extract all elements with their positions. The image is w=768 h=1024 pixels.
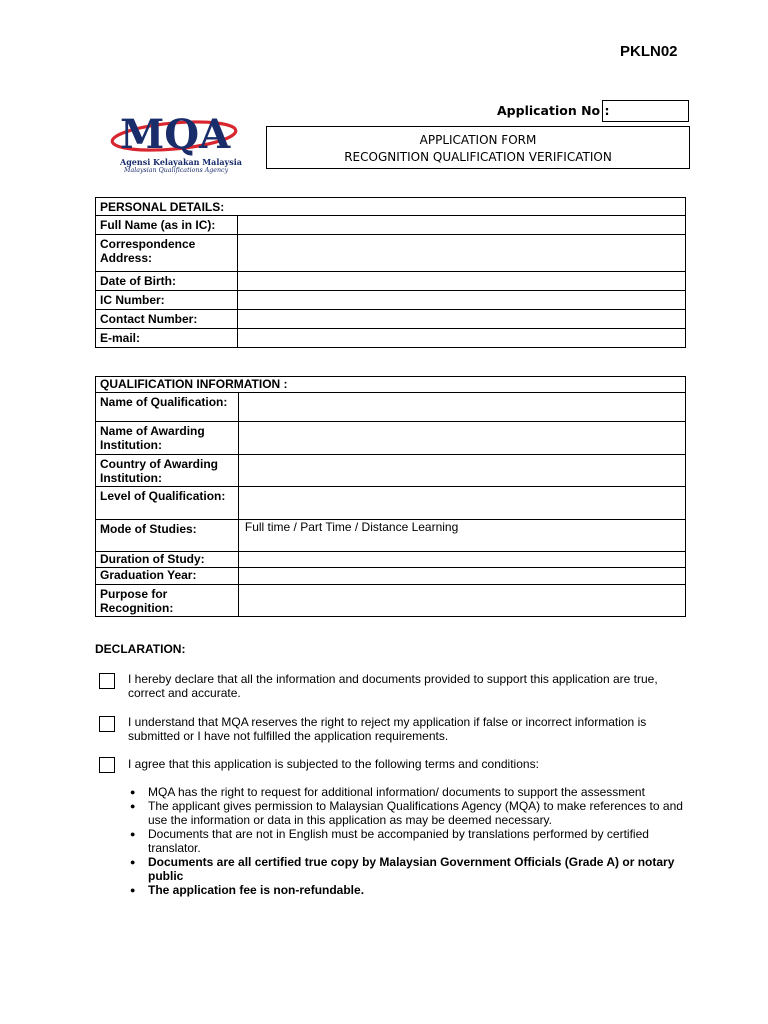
date-of-birth-field[interactable] (237, 272, 685, 291)
email-label: E-mail: (96, 329, 238, 348)
mode-of-studies-field[interactable]: Full time / Part Time / Distance Learning (238, 520, 685, 552)
form-subtitle: RECOGNITION QUALIFICATION VERIFICATION (344, 150, 612, 164)
qualification-info-table (95, 376, 686, 617)
declaration-checkbox-3[interactable] (99, 757, 115, 773)
personal-details-table (95, 197, 686, 348)
form-title: APPLICATION FORM (419, 133, 537, 147)
bullet-icon: ● (130, 801, 136, 811)
ic-number-label: IC Number: (96, 291, 238, 310)
bullet-icon: ● (130, 885, 136, 895)
awarding-institution-label: Name of Awarding Institution: (96, 422, 239, 455)
declaration-checkbox-1[interactable] (99, 673, 115, 689)
duration-of-study-label: Duration of Study: (96, 552, 239, 568)
contact-number-field[interactable] (237, 310, 685, 329)
mqa-logo-mark (106, 112, 242, 158)
declaration-text-3: I agree that this application is subjected to the following terms and conditions: (128, 757, 539, 771)
application-no-field[interactable] (602, 100, 689, 122)
term-item: ● Documents are all certified true copy by Malaysian Government Officials (Grade A) or notary public (130, 855, 675, 883)
qualification-name-field[interactable] (238, 393, 685, 422)
form-title-box (266, 126, 690, 169)
qualification-info-header: QUALIFICATION INFORMATION : (96, 377, 686, 393)
address-label: Correspondence Address: (96, 235, 238, 272)
contact-number-label: Contact Number: (96, 310, 238, 329)
logo-subtitle-english: Malaysian Qualifications Agency (124, 167, 229, 174)
graduation-year-label: Graduation Year: (96, 568, 239, 585)
address-field[interactable] (237, 235, 685, 272)
email-field[interactable] (237, 329, 685, 348)
purpose-field[interactable] (238, 585, 685, 617)
purpose-label: Purpose for Recognition: (96, 585, 239, 617)
bullet-icon: ● (130, 787, 136, 797)
date-of-birth-label: Date of Birth: (96, 272, 238, 291)
terms-list (128, 785, 688, 897)
awarding-institution-field[interactable] (238, 422, 685, 455)
declaration-checkbox-2[interactable] (99, 716, 115, 732)
declaration-text-2: I understand that MQA reserves the right to reject my application if false or incorrect information is submitted or I have not fulfilled the application requirements. (128, 715, 647, 743)
application-no-label: Application No : (497, 103, 610, 118)
mqa-logo (106, 112, 242, 178)
bullet-icon: ● (130, 829, 136, 839)
graduation-year-field[interactable] (238, 568, 685, 585)
term-item: ● The applicant gives permission to Malaysian Qualifications Agency (MQA) to make references to and use the information or data in this application as may be deemed necessary. (130, 799, 683, 827)
mqa-logo-text: MQA (120, 112, 231, 158)
qualification-level-field[interactable] (238, 487, 685, 520)
term-item: ● MQA has the right to request for additional information/ documents to support the assessment (130, 785, 645, 799)
declaration-header: DECLARATION: (95, 642, 186, 656)
personal-details-header: PERSONAL DETAILS: (96, 198, 686, 216)
declaration-text-1: I hereby declare that all the information and documents provided to support this application are true, correct and accurate. (128, 672, 658, 700)
institution-country-label: Country of Awarding Institution: (96, 455, 239, 487)
term-item: ● The application fee is non-refundable. (130, 883, 365, 897)
qualification-level-label: Level of Qualification: (96, 487, 239, 520)
logo-subtitle-malay: Agensi Kelayakan Malaysia (120, 157, 242, 167)
full-name-label: Full Name (as in IC): (96, 216, 238, 235)
bullet-icon: ● (130, 857, 136, 867)
term-item: ● Documents that are not in English must be accompanied by translations performed by certified translator. (130, 827, 649, 855)
full-name-field[interactable] (237, 216, 685, 235)
qualification-name-label: Name of Qualification: (96, 393, 239, 422)
institution-country-field[interactable] (238, 455, 685, 487)
ic-number-field[interactable] (237, 291, 685, 310)
form-code: PKLN02 (620, 43, 678, 60)
duration-of-study-field[interactable] (238, 552, 685, 568)
mode-of-studies-label: Mode of Studies: (96, 520, 239, 552)
